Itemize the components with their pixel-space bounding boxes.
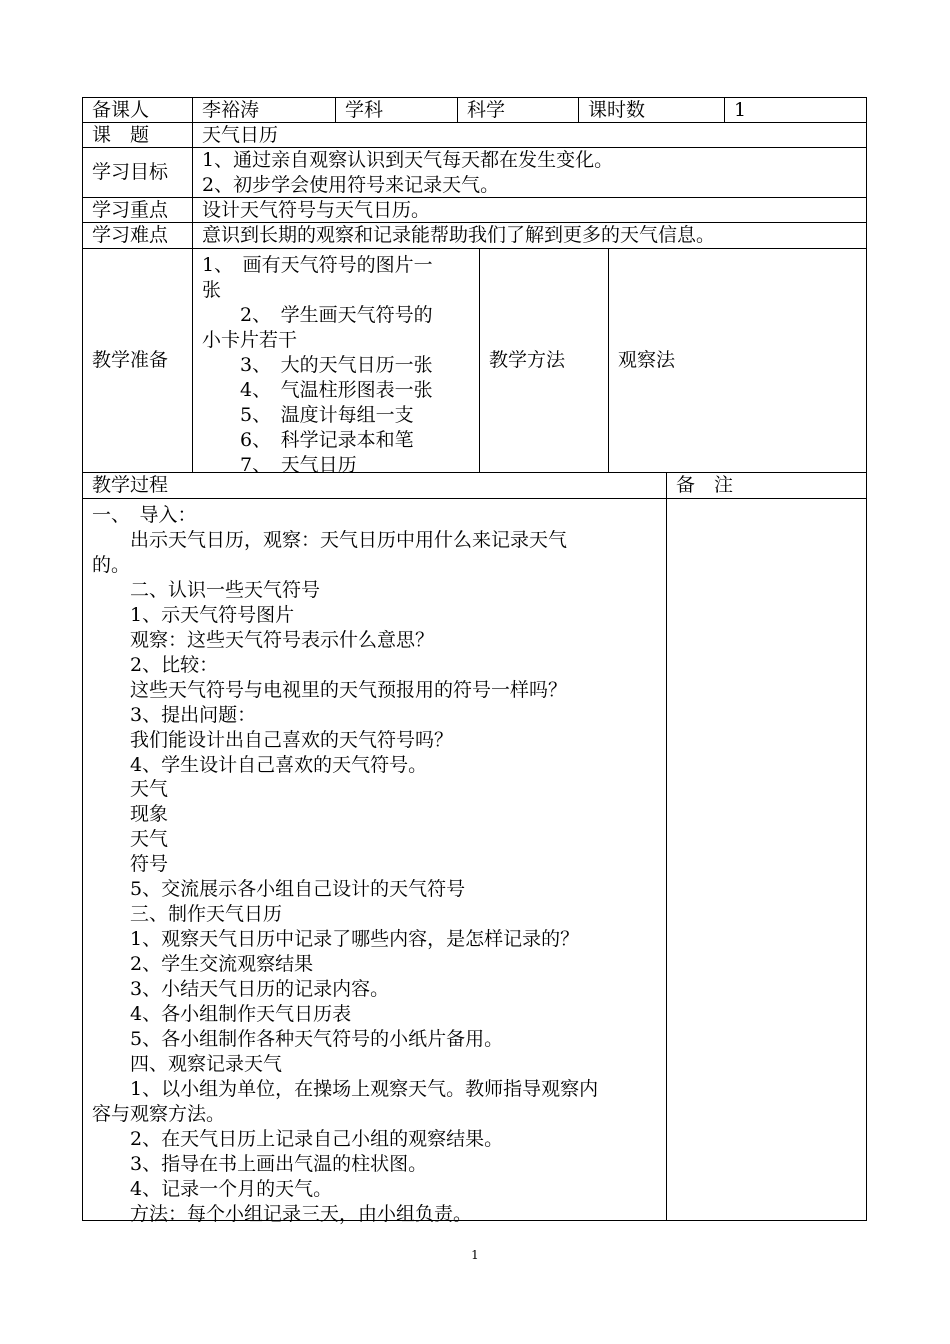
goal-line-1: 1、通过亲自观察认识到天气每天都在发生变化。 — [202, 149, 614, 171]
process-line: 符号 — [92, 853, 169, 876]
process-line: 这些天气符号与电视里的天气预报用的符号一样吗？ — [92, 678, 568, 701]
process-line: 5、交流展示各小组自己设计的天气符号 — [92, 878, 466, 901]
process-line: 天气 — [92, 778, 169, 801]
prep-line: 3、 大的天气日历一张 — [202, 354, 433, 376]
process-line: 2、学生交流观察结果 — [92, 953, 314, 976]
process-text — [83, 499, 665, 1227]
prep-line: 7、 天气日历 — [202, 454, 357, 472]
prep-line: 2、 学生画天气符号的 — [202, 304, 433, 326]
difficulty-value: 意识到长期的观察和记录能帮助我们了解到更多的天气信息。 — [192, 223, 866, 248]
process-line: 4、记录一个月的天气。 — [92, 1177, 333, 1200]
preparer-value: 李裕涛 — [192, 98, 335, 122]
process-label: 教学过程 — [92, 474, 169, 496]
process-line: 1、示天气符号图片 — [92, 603, 295, 626]
process-line: 5、各小组制作各种天气符号的小纸片备用。 — [92, 1028, 504, 1051]
process-line: 3、提出问题： — [92, 703, 257, 726]
key-point-value: 设计天气符号与天气日历。 — [192, 198, 866, 222]
topic-value: 天气日历 — [192, 123, 866, 147]
process-line: 观察：这些天气符号表示什么意思？ — [92, 628, 435, 651]
process-line: 天气 — [92, 828, 169, 851]
subject-label: 学科 — [335, 98, 457, 122]
lesson-plan-table — [82, 97, 867, 1225]
process-line: 2、比较： — [92, 653, 219, 676]
goal-line-2: 2、初步学会使用符号来记录天气。 — [202, 174, 500, 196]
subject-value: 科学 — [457, 98, 578, 122]
goals-value — [192, 148, 866, 197]
process-line: 的。 — [92, 553, 131, 576]
process-body-row — [82, 498, 867, 1225]
note-label: 备 注 — [666, 473, 866, 498]
key-point-row — [82, 197, 867, 222]
process-line: 我们能设计出自己喜欢的天气符号吗？ — [92, 728, 454, 751]
topic-row — [82, 122, 867, 147]
method-label: 教学方法 — [479, 249, 608, 472]
prep-line: 张 — [202, 279, 222, 301]
prep-line: 1、 画有天气符号的图片一 — [202, 254, 433, 276]
process-line: 3、指导在书上画出气温的柱状图。 — [92, 1152, 428, 1175]
process-line: 1、以小组为单位，在操场上观察天气。教师指导观察内 — [92, 1077, 599, 1100]
process-header-row — [82, 472, 867, 498]
prep-line: 5、 温度计每组一支 — [202, 404, 414, 426]
hours-value: 1 — [724, 98, 868, 122]
header-row — [82, 97, 867, 122]
process-line: 现象 — [92, 803, 169, 826]
prep-line: 小卡片若干 — [202, 329, 298, 351]
process-line: 2、在天气日历上记录自己小组的观察结果。 — [92, 1127, 504, 1150]
prep-label: 教学准备 — [92, 349, 169, 371]
process-line: 4、各小组制作天气日历表 — [92, 1003, 352, 1026]
process-line: 3、小结天气日历的记录内容。 — [92, 978, 390, 1001]
process-line: 容与观察方法。 — [92, 1102, 226, 1125]
process-line: 一、 导入： — [92, 504, 197, 526]
process-line: 二、认识一些天气符号 — [92, 578, 321, 601]
process-line: 四、观察记录天气 — [92, 1052, 283, 1075]
process-line: 4、学生设计自己喜欢的天气符号。 — [92, 753, 428, 776]
goals-row — [82, 147, 867, 197]
key-point-label: 学习重点 — [92, 199, 169, 221]
difficulty-label: 学习难点 — [92, 224, 169, 246]
prep-list — [192, 249, 479, 472]
method-value: 观察法 — [608, 249, 866, 472]
process-line: 方法：每个小组记录三天，由小组负责。 — [92, 1202, 473, 1225]
hours-label: 课时数 — [578, 98, 724, 122]
prep-line: 4、 气温柱形图表一张 — [202, 379, 433, 401]
process-line: 1、观察天气日历中记录了哪些内容，是怎样记录的？ — [92, 928, 580, 951]
page-number: 1 — [471, 1248, 479, 1262]
process-line: 三、制作天气日历 — [92, 903, 283, 926]
goals-label: 学习目标 — [92, 161, 169, 183]
prep-row — [82, 248, 867, 472]
process-line: 出示天气日历，观察：天气日历中用什么来记录天气 — [92, 528, 568, 551]
preparer-label: 备课人 — [92, 99, 150, 121]
topic-label: 课 题 — [92, 124, 150, 146]
prep-line: 6、 科学记录本和笔 — [202, 429, 414, 451]
difficulty-row — [82, 222, 867, 248]
note-column — [666, 499, 869, 1220]
